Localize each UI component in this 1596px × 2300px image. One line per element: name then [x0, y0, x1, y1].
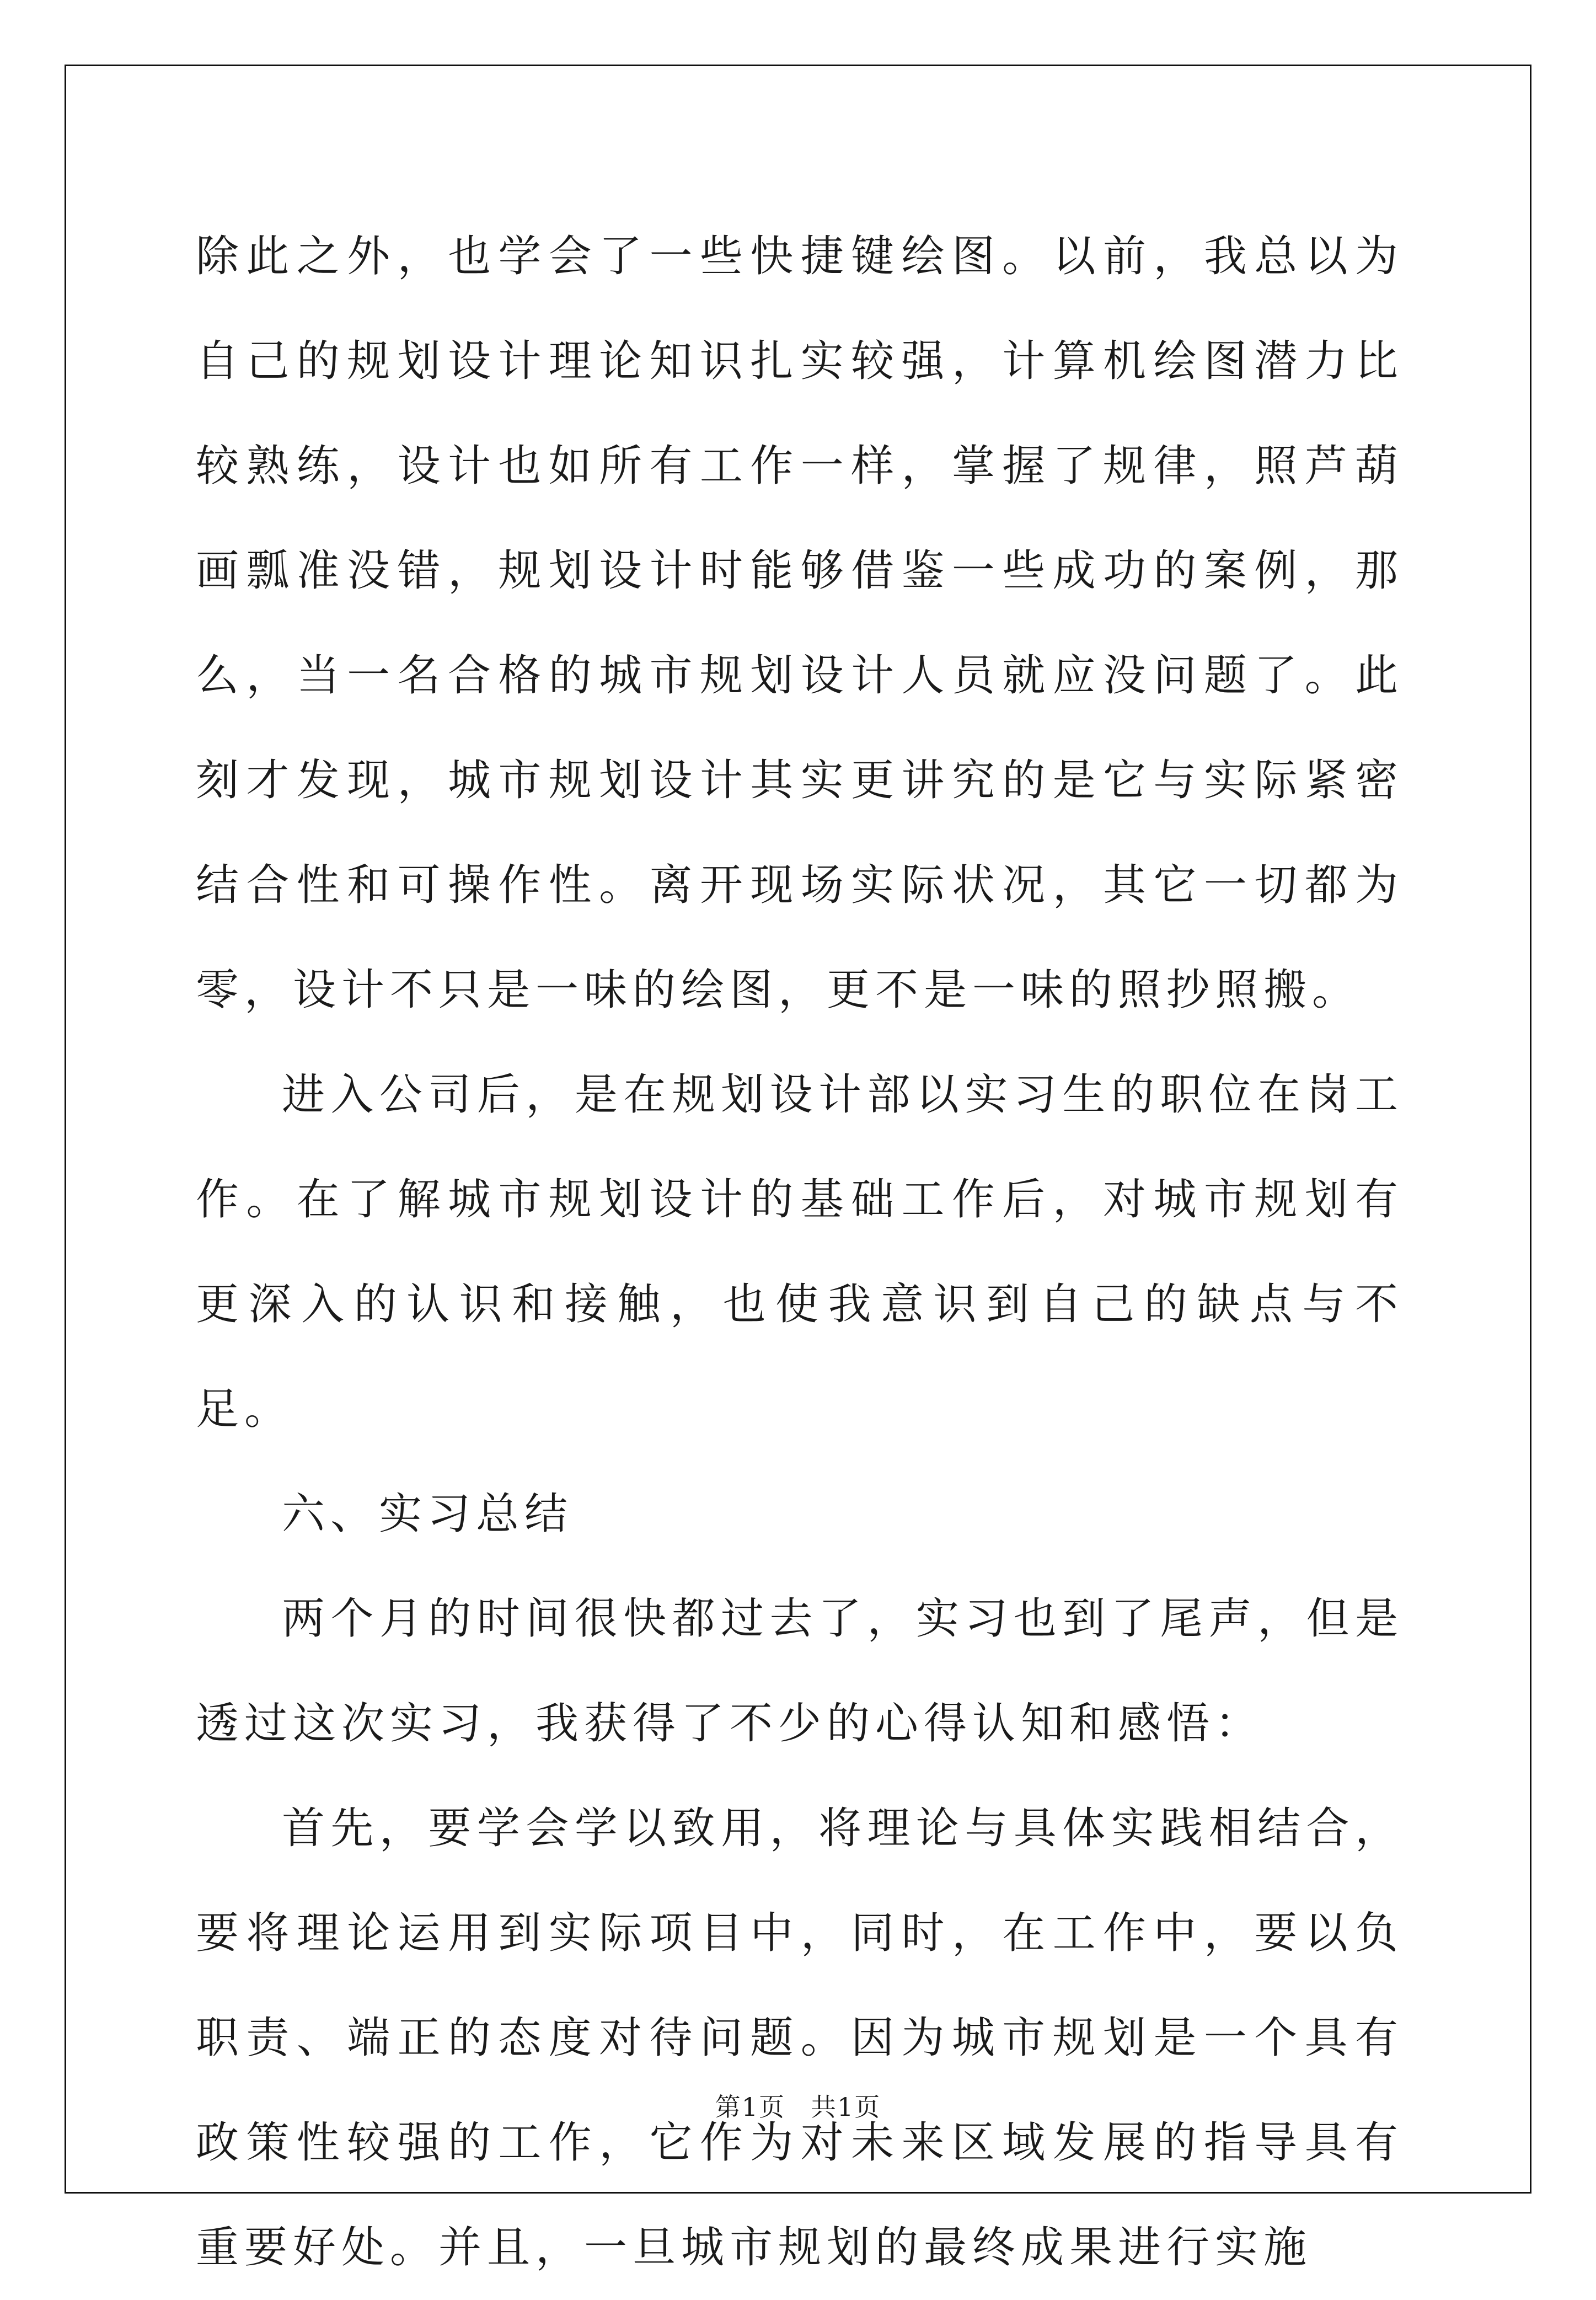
- page-total: 共1页: [811, 2092, 881, 2122]
- document-body: [196, 204, 1404, 2300]
- paragraph-two-months: 两个月的时间很快都过去了，实习也到了尾声，但是透过这次实习，我获得了不少的心得认知和感悟：: [196, 1594, 1404, 1748]
- paragraph-first-point: 首先，要学会学以致用，将理论与具体实践相结合，要将理论运用到实际项目中，同时，在工作中，要以负职责、端正的态度对待问题。因为城市规划是一个具有政策性较强的工作，它作为对未来区域发展的指导具有重要好处。并且，一旦城市规划的最终成果进行实施: [196, 1804, 1404, 2272]
- page-number: 第1页: [715, 2092, 785, 2122]
- paragraph-company-work: 进入公司后，是在规划设计部以实习生的职位在岗工作。在了解城市规划设计的基础工作后，对城市规划有更深入的认识和接触，也使我意识到自己的缺点与不足。: [196, 1070, 1404, 1434]
- paragraph-continuation: 除此之外，也学会了一些快捷键绘图。以前，我总以为自己的规划设计理论知识扎实较强，计算机绘图潜力比较熟练，设计也如所有工作一样，掌握了规律，照芦葫画瓢准没错，规划设计时能够借鉴一些成功的案例，那么，当一名合格的城市规划设计人员就应没问题了。此刻才发现，城市规划设计其实更讲究的是它与实际紧密结合性和可操作性。离开现场实际状况，其它一切都为零，设计不只是一味的绘图，更不是一味的照抄照搬。: [196, 232, 1404, 1015]
- section-heading-summary: 六、实习总结: [282, 1489, 574, 1539]
- page-footer: [0, 2090, 1596, 2124]
